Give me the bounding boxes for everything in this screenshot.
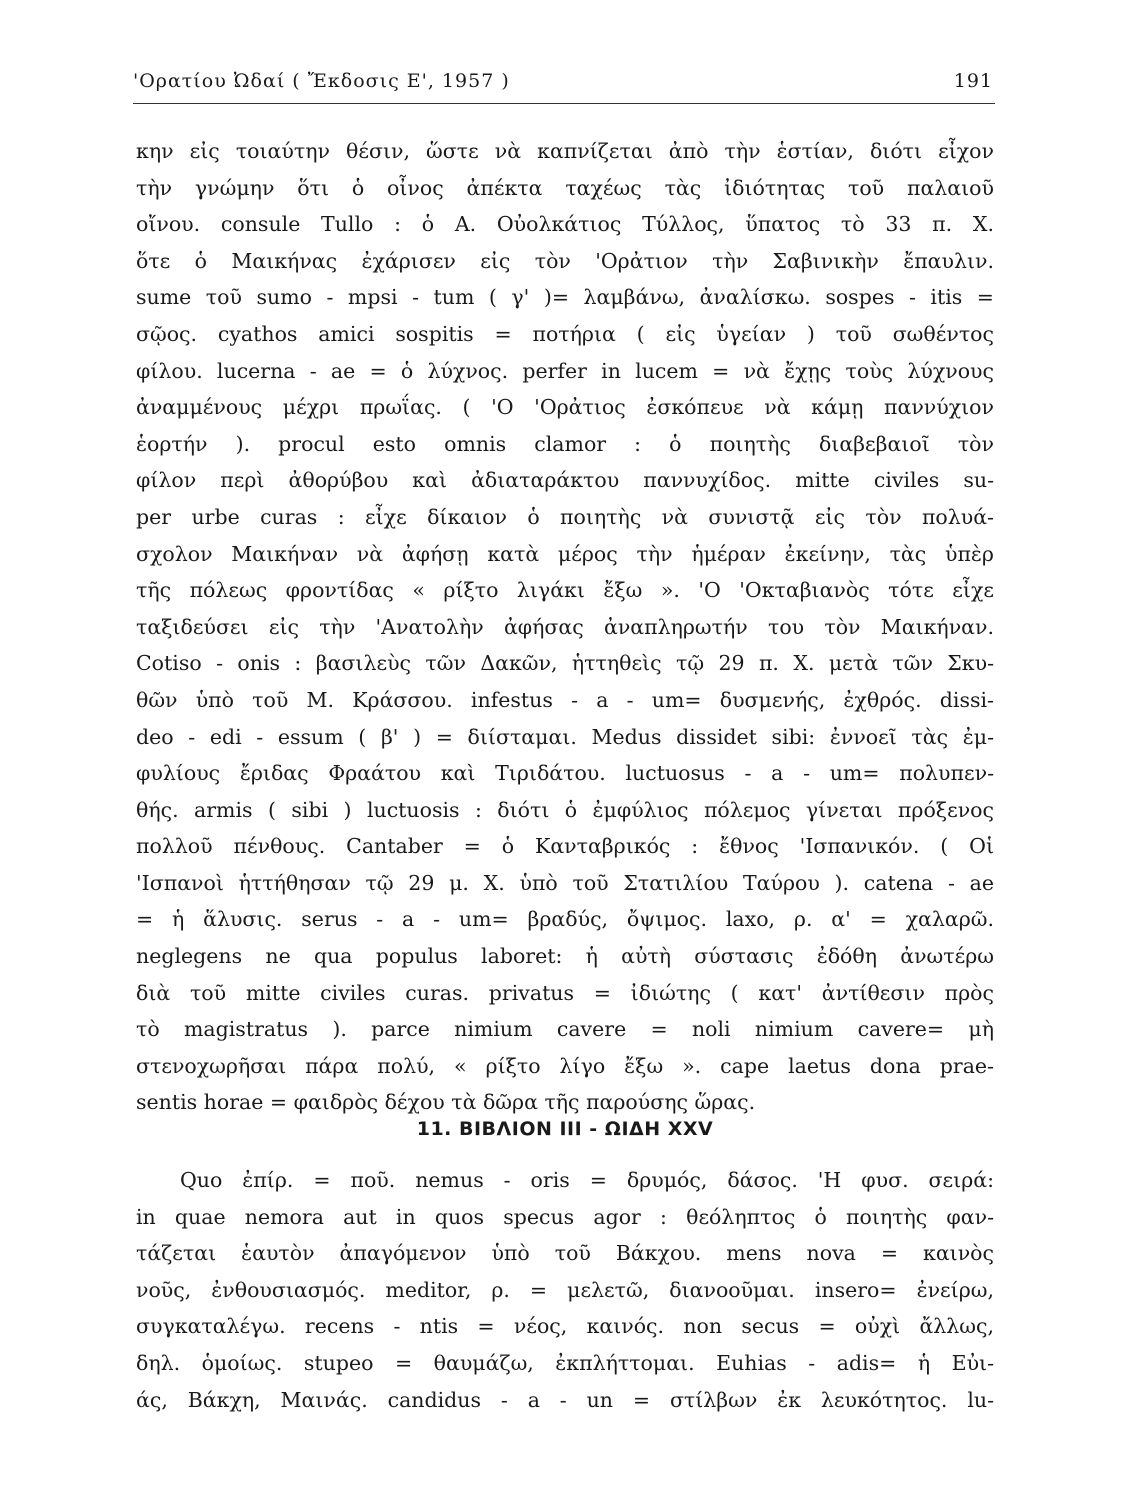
text-line: Cotiso - onis : βασιλεὺς τῶν Δακῶν, ἡττηθεὶς τῷ 29 π. Χ. μετὰ τῶν Σκυ- bbox=[136, 651, 994, 676]
header-rule bbox=[133, 103, 995, 104]
text-line: sentis horae = φαιδρὸς δέχου τὰ δῶρα τῆς παρούσης ὥρας. bbox=[136, 1090, 756, 1115]
text-line: οἴνου. consule Tullo : ὁ Α. Οὐολκάτιος Τύλλος, ὕπατος τὸ 33 π. Χ. bbox=[136, 212, 994, 237]
text-line: στενοχωρῆσαι πάρα πολύ, « ρίξτο λίγο ἔξω ». cape laetus dona prae- bbox=[136, 1053, 994, 1078]
text-line: συγκαταλέγω. recens - ntis = νέος, καινός. non secus = οὐχὶ ἄλλως, bbox=[136, 1314, 994, 1339]
section-heading: 11. ΒΙΒΛΙΟΝ ΙΙΙ - ΩΙΔΗ XXV bbox=[416, 1118, 714, 1140]
text-line: άς, Βάκχη, Μαινάς. candidus - a - un = στίλβων ἐκ λευκότητος. lu- bbox=[136, 1387, 994, 1412]
text-line: = ἡ ἅλυσις. serus - a - um= βραδύς, ὄψιμος. laxo, ρ. α' = χαλαρῶ. bbox=[136, 907, 994, 932]
section-text bbox=[136, 1162, 994, 1418]
text-line: in quae nemora aut in quos specus agor : θεόληπτος ὁ ποιητὴς φαν- bbox=[136, 1204, 994, 1229]
text-line: τῆς πόλεως φροντίδας « ρίξτο λιγάκι ἔξω ». 'Ο 'Οκταβιανὸς τότε εἶχε bbox=[136, 578, 994, 603]
text-line: ὅτε ὁ Μαικήνας ἐχάρισεν εἰς τὸν 'Ορἀτιον τὴν Σαβινικὴν ἔπαυλιν. bbox=[136, 248, 994, 273]
text-line: ἑορτήν ). procul esto omnis clamor : ὁ ποιητὴς διαβεβαιοῖ τὸν bbox=[136, 431, 994, 456]
text-line: θῶν ὑπὸ τοῦ Μ. Κράσσου. infestus - a - um= δυσμενής, ἐχθρός. dissi- bbox=[136, 687, 994, 712]
text-line: τὴν γνώμην ὅτι ὁ οἶνος ἀπέκτα ταχέως τὰς ἰδιότητας τοῦ παλαιοῦ bbox=[136, 175, 994, 200]
page-number: 191 bbox=[953, 70, 993, 92]
text-line: κην εἰς τοιαύτην θέσιν, ὥστε νὰ καπνίζεται ἀπὸ τὴν ἑστίαν, διότι εἶχον bbox=[136, 139, 994, 163]
text-line: νοῦς, ἐνθουσιασμός. meditor, ρ. = μελετῶ, διανοοῦμαι. insero= ἐνείρω, bbox=[136, 1277, 994, 1302]
text-line: πολλοῦ πένθους. Cantaber = ὁ Κανταβρικός : ἔθνος 'Ισπανικόν. ( Οἱ bbox=[136, 834, 994, 859]
text-line: deo - edi - essum ( β' ) = διίσταμαι. Medus dissidet sibi: ἐννοεῖ τὰς ἐμ- bbox=[136, 724, 994, 749]
text-line: ταξιδεύσει εἰς τὴν 'Ανατολὴν ἀφήσας ἀναπληρωτήν του τὸν Μαικήναν. bbox=[136, 614, 994, 639]
text-line: neglegens ne qua populus laboret: ἡ αὐτὴ σύστασις ἐδόθη ἀνωτέρω bbox=[136, 944, 994, 969]
commentary-text bbox=[136, 133, 994, 1121]
running-title: 'Ορατίου Ὠδαί ( Ἔκδοσις Ε', 1957 ) bbox=[133, 70, 510, 92]
text-line: σῷος. cyathos amici sospitis = ποτήρια ( εἰς ὑγείαν ) τοῦ σωθέντος bbox=[136, 321, 994, 346]
text-line: φίλον περὶ ἀθορύβου καὶ ἀδιαταράκτου παννυχίδος. mitte civiles su- bbox=[136, 468, 994, 493]
running-head bbox=[133, 70, 993, 92]
text-line: σχολον Μαικήναν νὰ ἀφήσῃ κατὰ μέρος τὴν ἡμέραν ἐκείνην, τὰς ὑπὲρ bbox=[136, 541, 994, 566]
text-line: 'Ισπανοὶ ἡττήθησαν τῷ 29 μ. Χ. ὑπὸ τοῦ Στατιλίου Ταύρου ). catena - ae bbox=[136, 870, 994, 895]
text-line: τὸ magistratus ). parce nimium cavere = noli nimium cavere= μὴ bbox=[136, 1017, 994, 1042]
text-line: δηλ. ὁμοίως. stupeo = θαυμάζω, ἐκπλήττομαι. Euhias - adis= ἡ Εὐι- bbox=[136, 1350, 994, 1375]
text-line: τάζεται ἑαυτὸν ἀπαγόμενον ὑπὸ τοῦ Βάκχου. mens nova = καινὸς bbox=[136, 1241, 994, 1266]
text-line: per urbe curas : εἶχε δίκαιον ὁ ποιητὴς νὰ συνιστᾷ εἰς τὸν πολυά- bbox=[136, 504, 994, 529]
text-line: Quo ἐπίρ. = ποῦ. nemus - oris = δρυμός, δάσος. 'Η φυσ. σειρά: bbox=[180, 1168, 994, 1192]
text-line: θής. armis ( sibi ) luctuosis : διότι ὁ ἐμφύλιος πόλεμος γίνεται πρόξενος bbox=[136, 797, 994, 822]
text-line: φίλου. lucerna - ae = ὁ λύχνος. perfer in lucem = νὰ ἔχῃς τοὺς λύχνους bbox=[136, 358, 994, 383]
text-line: sume τοῦ sumo - mpsi - tum ( γ' )= λαμβάνω, ἀναλίσκω. sospes - itis = bbox=[136, 285, 994, 310]
text-line: ἀναμμένους μέχρι πρωΐας. ( 'Ο 'Ορἀτιος ἐσκόπευε νὰ κάμῃ παννύχιον bbox=[136, 395, 994, 420]
text-line: διὰ τοῦ mitte civiles curas. privatus = ἰδιώτης ( κατ' ἀντίθεσιν πρὸς bbox=[136, 980, 994, 1005]
text-line: φυλίους ἔριδας Φραάτου καὶ Τιριδάτου. luctuosus - a - um= πολυπεν- bbox=[136, 761, 994, 786]
